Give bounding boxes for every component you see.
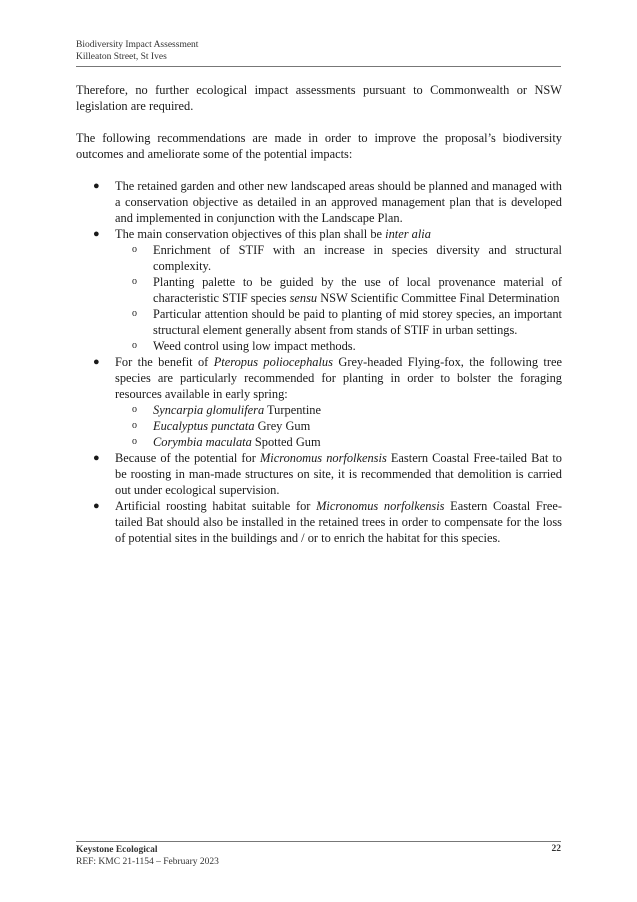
sub-list-item-text: Weed control using low impact methods. xyxy=(153,339,356,353)
sub-list-item-text: Planting palette to be guided by the use of local provenance material of characteristic STIF species xyxy=(153,275,562,305)
species-name: Pteropus poliocephalus xyxy=(213,355,333,369)
header-title: Biodiversity Impact Assessment xyxy=(76,40,199,50)
emphasis-text: sensu xyxy=(289,291,318,305)
sub-list-item xyxy=(115,242,562,274)
sub-list-item xyxy=(115,418,562,434)
list-item xyxy=(76,450,562,498)
list-item xyxy=(76,178,562,226)
recommendation-list xyxy=(76,178,562,546)
list-item-text: Artificial roosting habitat suitable for xyxy=(115,499,317,513)
page-header xyxy=(76,39,198,63)
sub-list xyxy=(115,402,562,450)
list-item-text: The main conservation objectives of this plan shall be xyxy=(115,227,386,241)
list-item-text: Grey-headed Flying-fox, the following tree species are particularly recommended for planting in order to bolster the foraging resources available in early spring: xyxy=(115,355,562,401)
species-name: Eucalyptus punctata xyxy=(153,419,255,433)
footer-company: Keystone Ecological xyxy=(76,845,158,855)
circle-bullet-icon: o xyxy=(132,308,137,319)
bullet-icon: ● xyxy=(93,228,100,240)
header-subtitle: Killeaton Street, St Ives xyxy=(76,52,167,62)
list-item xyxy=(76,226,562,354)
list-item-text: Eastern Coastal Free-tailed Bat to be roosting in man-made structures on site, it is recommended that demolition is carried out under ecological supervision. xyxy=(115,451,562,497)
species-name: Micronomus norfolkensis xyxy=(259,451,387,465)
footer-reference: REF: KMC 21-1154 – February 2023 xyxy=(76,857,219,867)
species-name: Corymbia maculata xyxy=(153,435,252,449)
list-item-text: Eastern Coastal Free-tailed Bat should also be installed in the retained trees in order to compensate for the loss of potential sites in the buildings and / or to enrich the habitat for this species. xyxy=(115,499,562,545)
common-name: Turpentine xyxy=(264,403,321,417)
list-item xyxy=(76,498,562,546)
species-name: Syncarpia glomulifera xyxy=(153,403,265,417)
circle-bullet-icon: o xyxy=(132,420,137,431)
list-item-text: For the benefit of xyxy=(115,355,214,369)
circle-bullet-icon: o xyxy=(132,340,137,351)
paragraph-conclusion: Therefore, no further ecological impact assessments pursuant to Commonwealth or NSW legislation are required. xyxy=(76,83,562,113)
circle-bullet-icon: o xyxy=(132,436,137,447)
bullet-icon: ● xyxy=(93,500,100,512)
list-item-text: Because of the potential for xyxy=(115,451,260,465)
list-item-text: The retained garden and other new landscaped areas should be planned and managed with a conservation objective as detailed in an approved management plan that is developed and implemented in conjunction with the Landscape Plan. xyxy=(115,179,562,225)
header-divider xyxy=(76,66,561,67)
species-name: Micronomus norfolkensis xyxy=(316,499,445,513)
sub-list-item xyxy=(115,338,562,354)
sub-list-item-text: NSW Scientific Committee Final Determination xyxy=(317,291,560,305)
bullet-icon: ● xyxy=(93,356,100,368)
common-name: Spotted Gum xyxy=(251,435,321,449)
sub-list-item xyxy=(115,434,562,450)
page-footer xyxy=(76,844,219,868)
common-name: Grey Gum xyxy=(254,419,311,433)
circle-bullet-icon: o xyxy=(132,244,137,255)
bullet-icon: ● xyxy=(93,180,100,192)
page-number: 22 xyxy=(551,844,561,854)
circle-bullet-icon: o xyxy=(132,404,137,415)
footer-divider xyxy=(76,841,561,842)
emphasis-text: inter alia xyxy=(385,227,431,241)
sub-list-item-text: Enrichment of STIF with an increase in species diversity and structural complexity. xyxy=(153,243,562,273)
sub-list-item xyxy=(115,306,562,338)
sub-list-item-text: Particular attention should be paid to planting of mid storey species, an important structural element generally absent from stands of STIF in urban settings. xyxy=(153,307,562,337)
list-item xyxy=(76,354,562,450)
sub-list-item xyxy=(115,274,562,306)
bullet-icon: ● xyxy=(93,452,100,464)
circle-bullet-icon: o xyxy=(132,276,137,287)
paragraph-intro-recommendations: The following recommendations are made in order to improve the proposal’s biodiversity outcomes and ameliorate some of the potential impacts: xyxy=(76,131,562,161)
sub-list xyxy=(115,242,562,354)
sub-list-item xyxy=(115,402,562,418)
page-body xyxy=(76,82,562,546)
